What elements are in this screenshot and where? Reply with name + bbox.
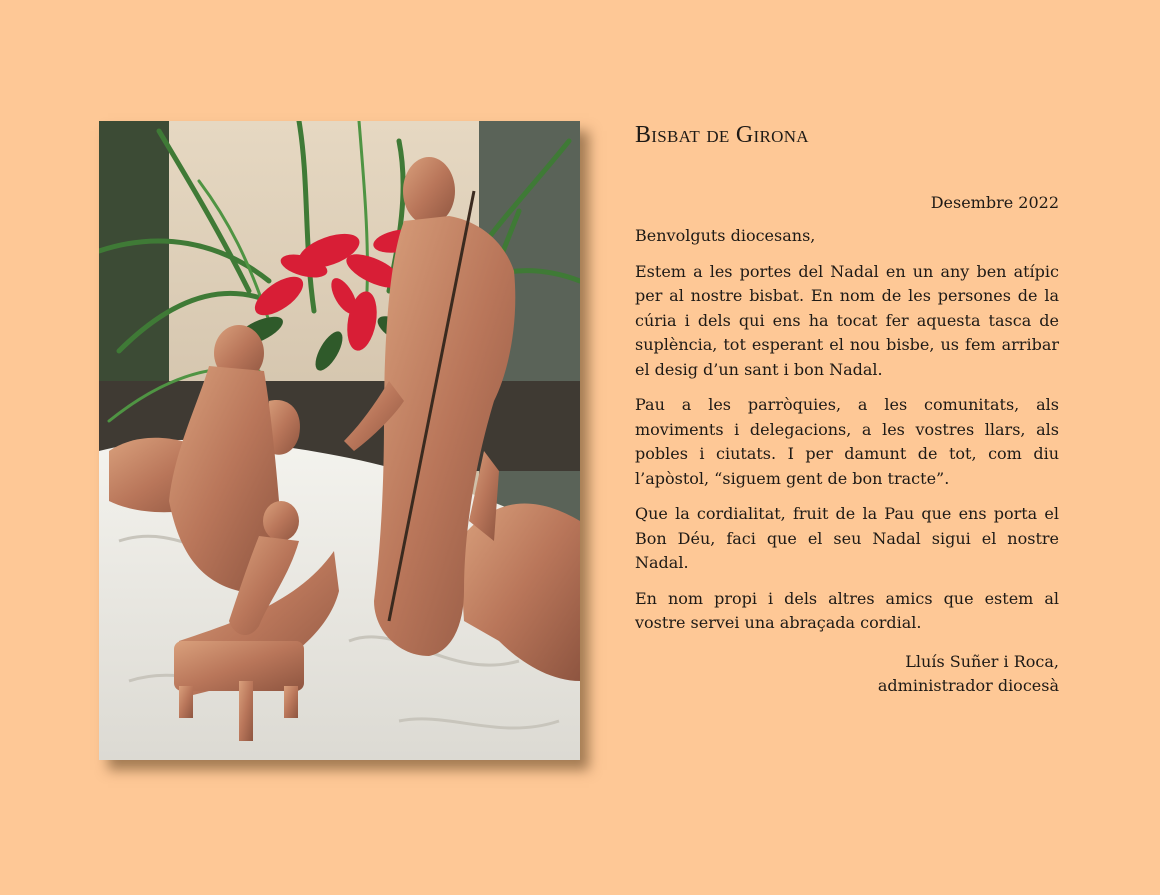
letter-paragraph: Estem a les portes del Nadal en un any ben atípic per al nostre bisbat. En nom de les persones de la cúria i dels qui ens ha tocat fer aquesta tasca de suplència, tot esperant el nou bisbe, us fem arribar el desig d’un sant i bon Nadal. <box>635 261 1059 379</box>
letter-paragraph: Pau a les parròquies, a les comunitats, als moviments i delegacions, a les vostres llars, als pobles i ciutats. I per damunt de tot, com diu l’apòstol, “siguem gent de bon tracte”. <box>635 395 1059 488</box>
signature-name: Lluís Suñer i Roca, <box>905 651 1059 671</box>
nativity-photo <box>99 121 580 760</box>
letter <box>635 122 1059 699</box>
letter-paragraph: Que la cordialitat, fruit de la Pau que ens porta el Bon Déu, faci que el seu Nadal sigui el nostre Nadal. <box>635 504 1059 572</box>
page-title: Bisbat de Girona <box>635 122 809 148</box>
signature-role: administrador diocesà <box>877 676 1059 695</box>
letter-date: Desembre 2022 <box>930 193 1059 212</box>
letter-paragraph: En nom propi i dels altres amics que estem al vostre servei una abraçada cordial. <box>635 588 1059 632</box>
signature <box>635 650 1059 699</box>
letter-greeting: Benvolguts diocesans, <box>635 226 816 245</box>
